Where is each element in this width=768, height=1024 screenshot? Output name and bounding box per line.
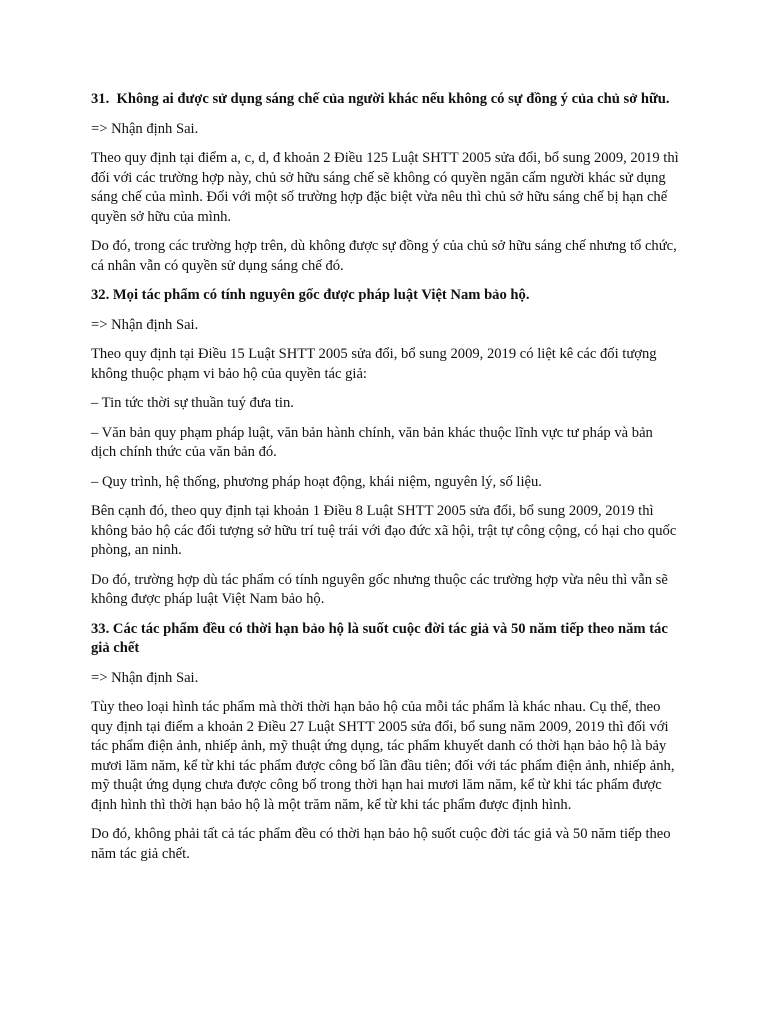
list-item-32-2: – Văn bản quy phạm pháp luật, văn bản hành chính, văn bản khác thuộc lĩnh vực tư pháp và bản dịch chính thức của văn bản đó. <box>91 424 653 460</box>
verdict-32: => Nhận định Sai. <box>91 316 199 333</box>
question-31-number: 31. <box>91 91 110 107</box>
question-32 <box>91 286 681 306</box>
list-item-32-3: – Quy trình, hệ thống, phương pháp hoạt động, khái niệm, nguyên lý, số liệu. <box>91 473 542 490</box>
list-item-32-1: – Tin tức thời sự thuần tuý đưa tin. <box>91 395 294 411</box>
paragraph-31-2: Do đó, trong các trường hợp trên, dù không được sự đồng ý của chủ sở hữu sáng chế nhưng tổ chức, cá nhân vẫn có quyền sử dụng sáng chế đó. <box>91 238 677 274</box>
paragraph-31-1: Theo quy định tại điểm a, c, d, đ khoản 2 Điều 125 Luật SHTT 2005 sửa đổi, bổ sung 2009, 2019 thì đối với các trường hợp này, chủ sở hữu sáng chế sẽ không có quyền ngăn cấm người khác sử dụng sáng chế của mình. Đối với một số trường hợp đặc biệt vừa nêu thì chủ sở hữu sáng chế bị hạn chế quyền sở hữu của mình. <box>91 150 679 225</box>
document-content <box>91 90 681 874</box>
question-31 <box>91 90 681 110</box>
question-32-number: 32. <box>91 287 110 303</box>
paragraph-33-1: Tùy theo loại hình tác phẩm mà thời thời hạn bảo hộ của mỗi tác phẩm là khác nhau. Cụ thể, theo quy định tại điểm a khoản 2 Điều 27 Luật SHTT 2005 sửa đổi, bổ sung năm 2009, 2019 thì đối với tác phẩm điện ảnh, nhiếp ảnh, mỹ thuật ứng dụng, tác phẩm khuyết danh có thời hạn bảo hộ là bảy mươi lăm năm, kể từ khi tác phẩm được công bố lần đầu tiên; đối với tác phẩm điện ảnh, nhiếp ảnh, mỹ thuật ứng dụng chưa được công bố trong thời hạn hai mươi lăm năm, kể từ khi tác phẩm được định hình thì thời hạn bảo hộ là một trăm năm, kể từ khi tác phẩm được định hình. <box>91 699 675 813</box>
paragraph-33-2: Do đó, không phải tất cả tác phẩm đều có thời hạn bảo hộ suốt cuộc đời tác giả và 50 năm tiếp theo năm tác giả chết. <box>91 826 671 862</box>
verdict-31: => Nhận định Sai. <box>91 120 199 137</box>
question-32-text: Mọi tác phẩm có tính nguyên gốc được pháp luật Việt Nam bảo hộ. <box>112 287 530 303</box>
question-33 <box>91 620 681 659</box>
paragraph-32-2: Bên cạnh đó, theo quy định tại khoản 1 Điều 8 Luật SHTT 2005 sửa đổi, bổ sung 2009, 2019 thì không bảo hộ các đối tượng sở hữu trí tuệ trái với đạo đức xã hội, trật tự công cộng, có hại cho quốc phòng, an ninh. <box>91 503 677 558</box>
question-31-text: Không ai được sử dụng sáng chế của người khác nếu không có sự đồng ý của chủ sở hữu. <box>116 91 670 107</box>
question-33-text: Các tác phẩm đều có thời hạn bảo hộ là suốt cuộc đời tác giả và 50 năm tiếp theo năm tác giả chết <box>91 620 668 656</box>
question-33-number: 33. <box>91 620 110 637</box>
paragraph-32-1: Theo quy định tại Điều 15 Luật SHTT 2005 sửa đổi, bổ sung 2009, 2019 có liệt kê các đối tượng không thuộc phạm vi bảo hộ của quyền tác giả: <box>91 346 657 382</box>
verdict-33: => Nhận định Sai. <box>91 669 199 686</box>
paragraph-32-3: Do đó, trường hợp dù tác phẩm có tính nguyên gốc nhưng thuộc các trường hợp vừa nêu thì vẫn sẽ không được pháp luật Việt Nam bảo hộ. <box>91 571 668 607</box>
